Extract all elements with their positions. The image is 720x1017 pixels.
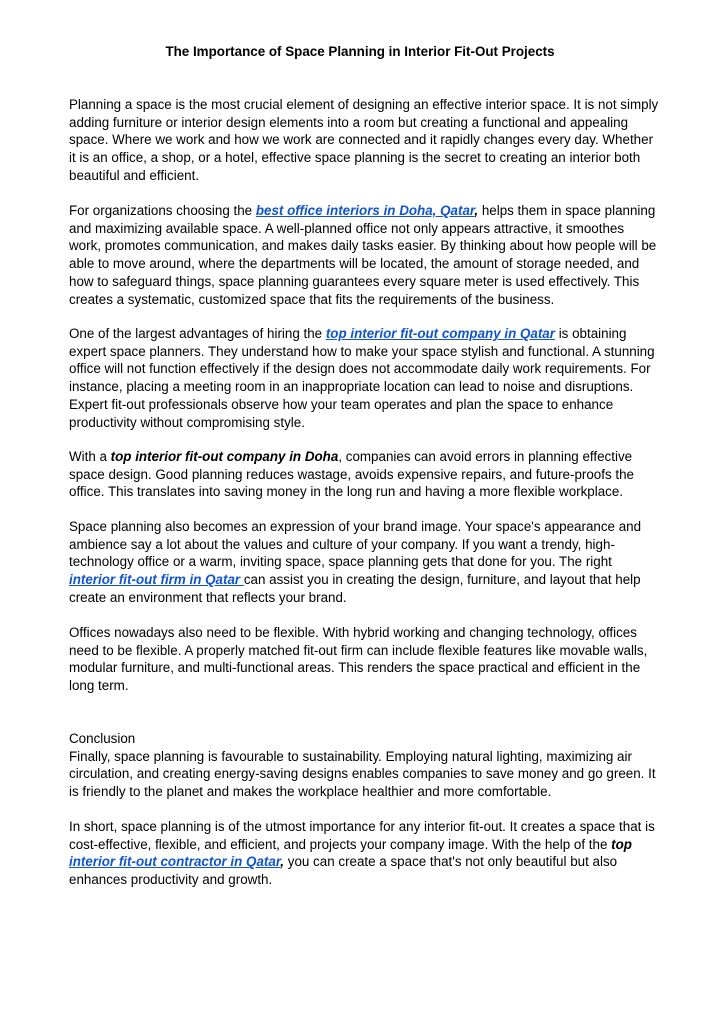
paragraph-summary-rest: you can create a space that's not only beautiful but also enhances productivity and growth.: [69, 854, 618, 888]
paragraph-brand-rest: can assist you in creating the design, furniture, and layout that help create an environment that reflects your brand.: [69, 572, 641, 605]
paragraph-organizations-comma: ,: [474, 203, 479, 218]
paragraph-doha-lead: With a: [69, 449, 111, 464]
emphasis-top-fit-out-company-doha: top interior fit-out company in Doha: [110, 449, 339, 464]
paragraph-organizations: [69, 202, 659, 308]
conclusion-text: Finally, space planning is favourable to sustainability. Employing natural lighting, maximizing air circulation, and creating energy-saving designs enables companies to save money and go green. It is friendly to the planet and makes the workplace healthier and more comfortable.: [69, 748, 656, 800]
paragraph-intro-text: Planning a space is the most crucial element of designing an effective interior space. It is not simply adding furniture or interior design elements into a room but creating a functional and appealing space. Where we work and how we work are connected and it rapidly changes every day. Whether it is an office, a shop, or a hotel, effective space planning is the secret to creating an interior both beautiful and efficient.: [69, 97, 659, 183]
paragraph-doha-rest: , companies can avoid errors in planning effective space design. Good planning reduces wastage, avoids expensive repairs, and future-proofs the office. This translates into saving money in the long run and having a more flexible workplace.: [69, 449, 634, 500]
paragraph-summary-comma: ,: [280, 854, 285, 870]
paragraph-summary: [69, 818, 659, 889]
paragraph-advantages-lead: One of the largest advantages of hiring the: [69, 326, 326, 341]
link-top-fit-out-company-qatar[interactable]: top interior fit-out company in Qatar: [325, 326, 555, 341]
link-interior-fit-out-contractor-qatar[interactable]: interior fit-out contractor in Qatar: [69, 854, 281, 870]
conclusion-section: [69, 730, 659, 801]
document-title: The Importance of Space Planning in Interior Fit-Out Projects: [165, 44, 555, 59]
link-interior-fit-out-firm-qatar[interactable]: interior fit-out firm in Qatar: [69, 572, 244, 588]
paragraph-organizations-lead: For organizations choosing the: [69, 203, 256, 218]
conclusion-heading: Conclusion: [69, 731, 136, 746]
paragraph-organizations-rest: helps them in space planning and maximizing available space. A well-planned office not only appears attractive, it smoothes work, promotes communication, and makes daily tasks easier. By thinking about how people will be able to move around, where the departments will be located, the amount of storage needed, and how to safeguard things, space planning guarantees every square meter is used effectively. This creates a systematic, customized space that fits the requirements of the business.: [69, 203, 657, 307]
paragraph-flexible: [69, 624, 659, 695]
paragraph-summary-lead: In short, space planning is of the utmost importance for any interior fit-out. It creates a space that is cost-effective, flexible, and efficient, and projects your company image. With the help of the: [69, 819, 655, 852]
link-best-office-interiors[interactable]: best office interiors in Doha, Qatar: [255, 203, 475, 218]
paragraph-brand: [69, 518, 659, 607]
emphasis-top: top: [611, 836, 632, 852]
paragraph-brand-lead: Space planning also becomes an expression of your brand image. Your space's appearance and ambience say a lot about the values and culture of your company. If you want a trendy, high-technology office or a warm, inviting space, space planning gets that done for you. The right: [69, 519, 642, 570]
paragraph-advantages: [69, 325, 659, 431]
paragraph-advantages-rest: is obtaining expert space planners. They understand how to make your space stylish and functional. A stunning office will not function effectively if the design does not accommodate daily work requirements. For instance, placing a meeting room in an inappropriate location can lead to noise and disruptions. Expert fit-out professionals observe how your team operates and plan the space to enhance productivity without compromising style.: [69, 326, 655, 430]
paragraph-doha: [69, 448, 659, 501]
paragraph-flexible-text: Offices nowadays also need to be flexible. With hybrid working and changing technology, offices need to be flexible. A properly matched fit-out firm can include flexible features like movable walls, modular furniture, and multi-functional areas. This renders the space practical and efficient in the long term.: [69, 625, 648, 694]
paragraph-intro: [69, 96, 659, 185]
